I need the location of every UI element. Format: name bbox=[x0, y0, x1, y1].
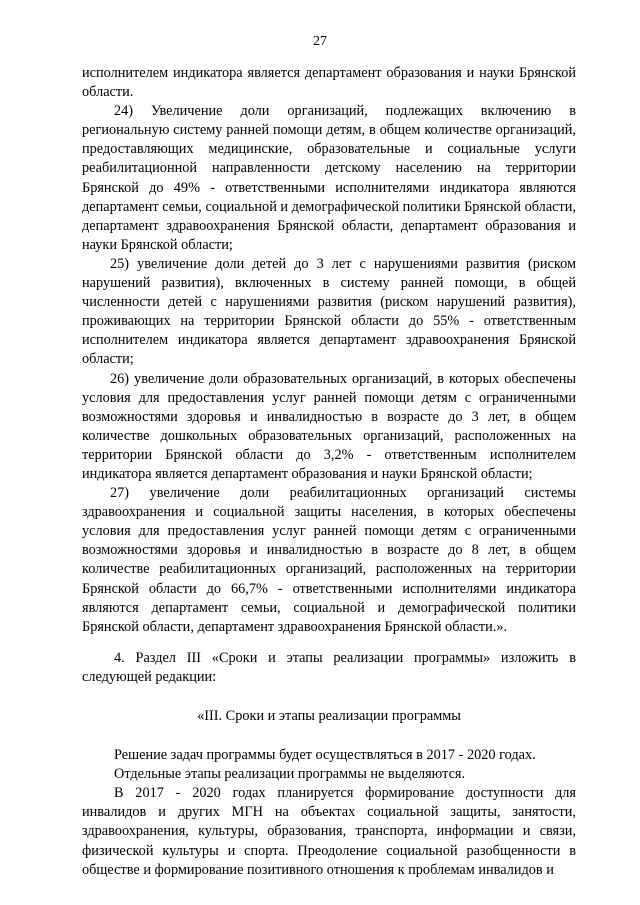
paragraph-item-27: 27) увеличение доли реабилитационных организаций системы здравоохранения и социальной защиты населения, в которых обеспечены условия для предоставления услуг ранней помощи детям с ограниченными возможностями здоровья и инвалидностью в возрасте до 8 лет, в общем количестве реабилитационных организаций, расположенных на территории Брянской области до 66,7% - ответственными исполнителями индикатора являются департамент семьи, социальной и демографической политики Брянской области, департамент здравоохранения Брянской области.». bbox=[82, 485, 576, 635]
paragraph-continuation: исполнителем индикатора является департамент образования и науки Брянской области. bbox=[82, 65, 576, 101]
document-body bbox=[82, 64, 576, 880]
paragraph-stages: Отдельные этапы реализации программы не выделяются. bbox=[114, 766, 466, 783]
paragraph-timeline: Решение задач программы будет осуществляться в 2017 - 2020 годах. bbox=[114, 747, 536, 764]
paragraph-item-24: 24) Увеличение доли организаций, подлежащих включению в региональную систему ранней помощи детям, в общем количестве организаций, предоставляющих медицинские, образовательные и социальные услуги реабилитационной направленности детскому населению на территории Брянской до 49% - ответственными исполнителями индикатора являются департамент семьи, социальной и демографической политики Брянской области, департамент здравоохранения Брянской области, департамент образования и науки Брянской области; bbox=[82, 103, 576, 253]
paragraph-item-25: 25) увеличение доли детей до 3 лет с нарушениями развития (риском нарушений развития), включенных в систему ранней помощи, в общей численности детей с нарушениями развития (риском нарушений развития), проживающих на территории Брянской области до 55% - ответственным исполнителем индикатора является департамент здравоохранения Брянской области; bbox=[82, 255, 576, 368]
page-number: 27 bbox=[313, 34, 327, 49]
paragraph-item-26: 26) увеличение доли образовательных организаций, в которых обеспечены условия для предоставления услуг ранней помощи детям с ограниченными возможностями здоровья и инвалидностью в возрасте до 3 лет, в общем количестве дошкольных образовательных организаций, расположенных на территории Брянской области до 3,2% - ответственным исполнителем индикатора является департамент образования и науки Брянской области; bbox=[82, 370, 576, 482]
paragraph-plan: В 2017 - 2020 годах планируется формирование доступности для инвалидов и других МГН на объектах социальной защиты, занятости, здравоохранения, культуры, образования, транспорта, информации и связи, физической культуры и спорта. Преодоление социальной разобщенности в обществе и формирование позитивного отношения к проблемам инвалидов и bbox=[82, 785, 576, 878]
paragraph-section-4: 4. Раздел III «Сроки и этапы реализации программы» изложить в следующей редакции: bbox=[82, 649, 576, 685]
section-heading: «III. Сроки и этапы реализации программы bbox=[197, 708, 461, 724]
